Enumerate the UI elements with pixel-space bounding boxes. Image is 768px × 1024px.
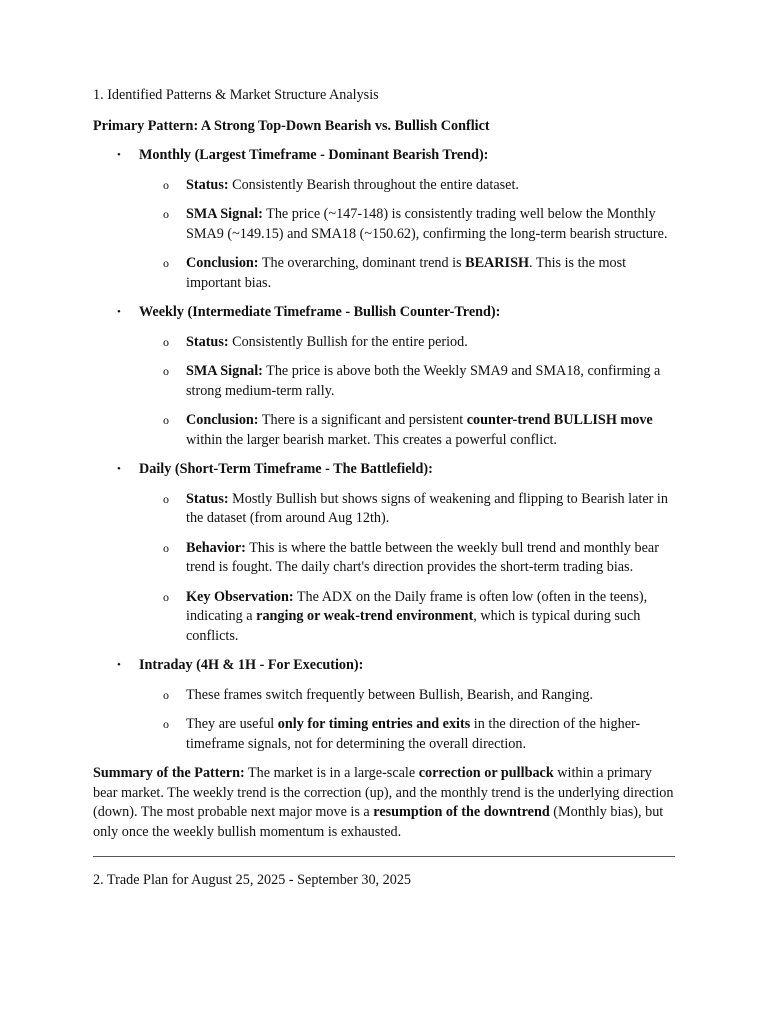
circle-bullet-icon: o bbox=[163, 491, 169, 506]
detail-label: Status: bbox=[186, 333, 229, 350]
timeframe-title: Monthly (Largest Timeframe - Dominant Bearish Trend): bbox=[139, 147, 489, 163]
bullet-icon: • bbox=[117, 306, 121, 318]
summary-label: Summary of the Pattern: bbox=[93, 765, 245, 781]
detail-item bbox=[139, 490, 675, 529]
timeframe-monthly bbox=[93, 146, 675, 293]
detail-label: Key Observation: bbox=[186, 588, 294, 605]
circle-bullet-icon: o bbox=[163, 540, 169, 555]
detail-item bbox=[139, 333, 675, 353]
detail-item bbox=[139, 686, 675, 706]
circle-bullet-icon: o bbox=[163, 256, 169, 270]
detail-list bbox=[139, 333, 675, 451]
detail-text: , which is typical during such conflicts. bbox=[186, 608, 641, 644]
timeframe-title: Intraday (4H & 1H - For Execution): bbox=[139, 657, 364, 673]
detail-label: Conclusion: bbox=[186, 412, 259, 428]
detail-text: Mostly Bullish but shows signs of weakening and flipping to Bearish later in the dataset (from around Aug 12th). bbox=[186, 490, 668, 526]
detail-text: These frames switch frequently between Bullish, Bearish, and Ranging. bbox=[186, 686, 593, 703]
detail-emphasis: ranging or weak-trend environment bbox=[256, 608, 474, 624]
detail-text: This is where the battle between the weekly bull trend and monthly bear trend is fought. The daily chart's direction provides the short-term trading bias. bbox=[186, 539, 659, 575]
detail-text: within the larger bearish market. This creates a powerful conflict. bbox=[186, 431, 557, 448]
timeframe-title: Daily (Short-Term Timeframe - The Battlefield): bbox=[139, 461, 433, 477]
detail-emphasis: only for timing entries and exits bbox=[277, 716, 471, 732]
summary-emphasis: correction or pullback bbox=[418, 765, 554, 781]
pattern-summary bbox=[93, 764, 675, 842]
detail-item bbox=[139, 539, 675, 578]
circle-bullet-icon: o bbox=[163, 334, 169, 349]
timeframe-daily bbox=[93, 460, 675, 646]
detail-list bbox=[139, 176, 675, 294]
circle-bullet-icon: o bbox=[163, 589, 169, 604]
timeframe-intraday bbox=[93, 656, 675, 754]
detail-text: The price is above both the Weekly SMA9 and SMA18, confirming a strong medium-term rally. bbox=[186, 363, 661, 399]
detail-label: Status: bbox=[186, 490, 229, 507]
detail-text: The ADX on the Daily frame is often low (often in the teens), indicating a bbox=[186, 588, 648, 624]
timeframe-list bbox=[93, 146, 675, 754]
detail-item bbox=[139, 254, 675, 293]
bullet-icon: • bbox=[117, 149, 121, 161]
detail-emphasis: BEARISH bbox=[465, 255, 529, 271]
bullet-icon: • bbox=[117, 659, 121, 671]
detail-list bbox=[139, 686, 675, 755]
detail-label: SMA Signal: bbox=[186, 363, 263, 379]
detail-text: The overarching, dominant trend is bbox=[258, 255, 466, 271]
detail-text: Consistently Bullish for the entire period. bbox=[228, 333, 468, 350]
summary-text: within a primary bear market. The weekly trend is the correction (up), and the monthly trend is the underlying direction (down). The most probable next major move is a bbox=[93, 765, 674, 820]
detail-text: Consistently Bearish throughout the entire dataset. bbox=[228, 176, 519, 193]
timeframe-weekly bbox=[93, 303, 675, 450]
detail-text: The price (~147-148) is consistently trading well below the Monthly SMA9 (~149.15) and SMA18 (~150.62), confirming the long-term bearish structure. bbox=[186, 206, 668, 242]
detail-item bbox=[139, 715, 675, 754]
detail-text: They are useful bbox=[186, 716, 278, 732]
bullet-icon: • bbox=[117, 463, 121, 475]
detail-label: Behavior: bbox=[186, 539, 246, 556]
detail-list bbox=[139, 490, 675, 647]
detail-text: in the direction of the higher-timeframe signals, not for determining the overall direction. bbox=[186, 716, 641, 752]
primary-pattern-heading: Primary Pattern: A Strong Top-Down Bearish vs. Bullish Conflict bbox=[93, 117, 490, 134]
timeframe-title: Weekly (Intermediate Timeframe - Bullish Counter-Trend): bbox=[139, 304, 501, 320]
summary-emphasis: resumption of the downtrend bbox=[373, 804, 550, 820]
detail-item bbox=[139, 411, 675, 450]
circle-bullet-icon: o bbox=[163, 413, 169, 427]
detail-emphasis: counter-trend BULLISH move bbox=[466, 412, 653, 428]
summary-text: (Monthly bias), but only once the weekly bullish momentum is exhausted. bbox=[93, 804, 664, 840]
detail-text: . This is the most important bias. bbox=[186, 255, 627, 291]
circle-bullet-icon: o bbox=[163, 364, 169, 378]
section-heading: 1. Identified Patterns & Market Structure Analysis bbox=[93, 87, 379, 103]
circle-bullet-icon: o bbox=[163, 177, 169, 192]
section-divider bbox=[93, 856, 675, 857]
detail-label: Conclusion: bbox=[186, 255, 259, 271]
document-page bbox=[93, 86, 675, 891]
trade-plan-heading: 2. Trade Plan for August 25, 2025 - September 30, 2025 bbox=[93, 872, 412, 888]
summary-text: The market is in a large-scale bbox=[244, 765, 419, 781]
detail-item bbox=[139, 176, 675, 196]
detail-item bbox=[139, 205, 675, 244]
detail-label: SMA Signal: bbox=[186, 206, 263, 222]
detail-label: Status: bbox=[186, 176, 229, 193]
circle-bullet-icon: o bbox=[163, 717, 169, 731]
circle-bullet-icon: o bbox=[163, 687, 169, 702]
detail-item bbox=[139, 588, 675, 647]
detail-text: There is a significant and persistent bbox=[258, 412, 467, 428]
detail-item bbox=[139, 362, 675, 401]
circle-bullet-icon: o bbox=[163, 207, 169, 221]
